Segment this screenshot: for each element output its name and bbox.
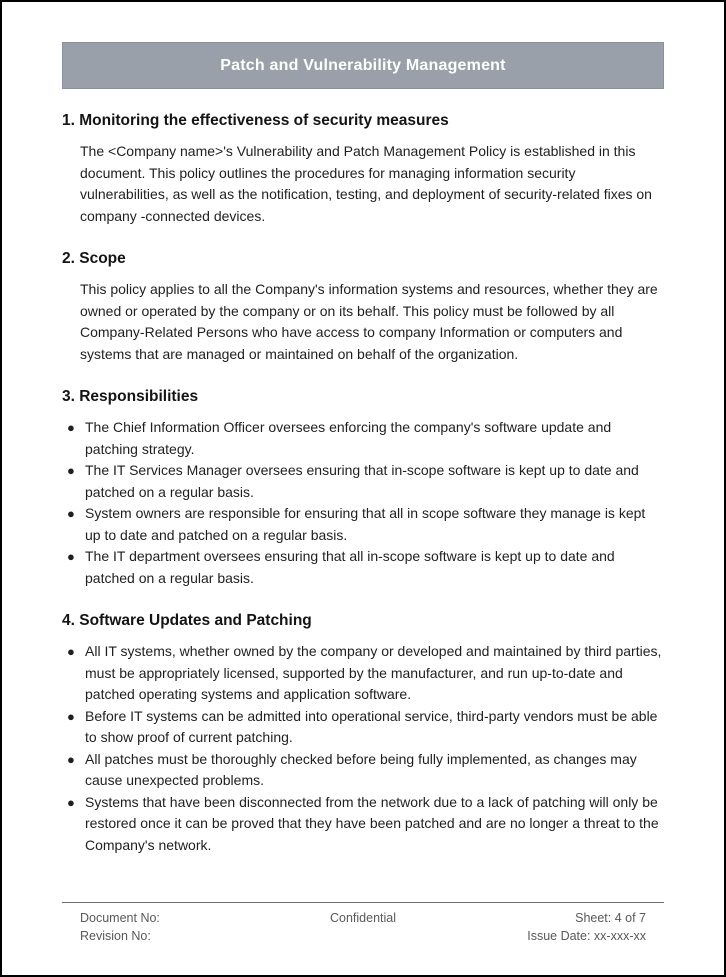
bullet-item [62,546,664,589]
bullet-item [62,503,664,546]
section-heading: 1. Monitoring the effectiveness of security measures [62,112,449,129]
bullet-text: Systems that have been disconnected from the network due to a lack of patching will only be restored once it can be proved that they have been patched and are no longer a threat to the Company's network. [85,793,659,853]
bullet-item [62,460,664,503]
document-no-label: Document No: [80,911,160,925]
bullet-icon: ● [67,751,75,767]
document-body [62,89,664,856]
footer-center [293,910,433,945]
bullet-icon: ● [67,549,75,564]
bullet-text: The IT department oversees ensuring that all in-scope software is kept up to date and patched on a regular basis. [85,548,615,586]
bullet-text: System owners are responsible for ensuring that all in scope software they manage is kept up to date and patched on a regular basis. [85,505,646,543]
bullet-item [62,749,664,792]
bullet-icon: ● [67,506,75,521]
confidential-label: Confidential [329,911,396,925]
section-software-updates [62,612,664,856]
bullet-list [62,417,664,589]
section-paragraph: The <Company name>'s Vulnerability and Patch Management Policy is established in this document. This policy outlines the procedures for managing information security vulnerabilities, as well as the notification, testing, and deployment of security-related fixes on company -connected devices. [80,143,652,224]
section-scope [62,250,664,365]
issue-date: Issue Date: xx-xxx-xx [527,928,646,943]
bullet-icon: ● [67,708,75,724]
section-heading: 3. Responsibilities [62,388,199,405]
revision-no-label: Revision No: [80,928,151,943]
bullet-icon: ● [67,463,75,478]
bullet-text: The IT Services Manager oversees ensuring that in-scope software is kept up to date and patched on a regular basis. [85,462,639,500]
footer-left [80,910,220,945]
section-heading: 2. Scope [62,250,126,267]
bullet-text: The Chief Information Officer oversees enforcing the company's software update and patching strategy. [85,419,612,457]
bullet-item [62,792,664,857]
bullet-item [62,706,664,749]
page-footer [62,902,664,945]
section-heading: 4. Software Updates and Patching [62,612,312,629]
bullet-text: All patches must be thoroughly checked before being fully implemented, as changes may cause unexpected problems. [85,750,637,788]
bullet-icon: ● [67,420,75,435]
section-monitoring [62,112,664,227]
document-title: Patch and Vulnerability Management [220,56,506,74]
footer-fields [62,908,664,945]
bullet-list [62,641,664,856]
bullet-icon: ● [67,794,75,810]
bullet-text: All IT systems, whether owned by the company or developed and maintained by third parties, must be appropriately licensed, supported by the manufacturer, and run up-to-date and patched operating systems and application software. [85,643,662,702]
footer-right [506,910,646,945]
document-title-banner [62,42,664,89]
bullet-text: Before IT systems can be admitted into operational service, third-party vendors must be able to show proof of current patching. [85,707,658,745]
bullet-item [62,641,664,706]
section-paragraph: This policy applies to all the Company's information systems and resources, whether they are owned or operated by the company or on its behalf. This policy must be followed by all Company-Related Persons who have access to company Information or computers and systems that are managed or maintained on behalf of the organization. [80,281,658,362]
footer-divider [62,902,664,903]
section-responsibilities [62,388,664,589]
bullet-icon: ● [67,644,75,659]
sheet-number: Sheet: 4 of 7 [575,911,646,925]
bullet-item [62,417,664,460]
